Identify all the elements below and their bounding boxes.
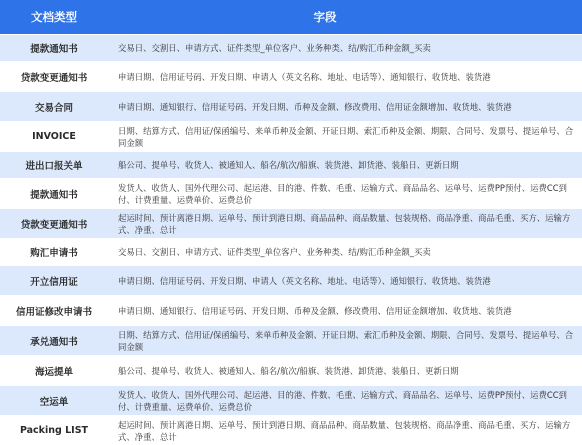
fields-cell: 起运时间、预计离港日期、运单号、预计到港日期、商品品种、商品数量、包装规格、商品净重、商品毛重、买方、运输方式、净重、总计 [118, 419, 571, 442]
document-type-cell: Packing LIST [19, 425, 89, 436]
table-row [0, 208, 582, 238]
document-type-cell: INVOICE [32, 131, 76, 142]
table-row [0, 385, 582, 415]
document-type-cell: 进出口报关单 [25, 161, 83, 172]
fields-cell: 发货人、收货人、国外代理公司、起运港、目的港、件数、毛重、运输方式、商品品名、运单号、运费PP预付、运费CC到付、计费重量、运费单价、运费总价 [118, 182, 567, 205]
table-row [0, 355, 582, 385]
table-row [0, 295, 582, 325]
document-type-cell: 海运提单 [34, 366, 73, 378]
fields-cell: 申请日期、通知银行、信用证号码、开发日期、币种及金额、修改费用、信用证金额增加、收货地、装货港 [118, 101, 512, 112]
fields-cell: 申请日期、信用证号码、开发日期、申请人（英文名称、地址、电话等）、通知银行、收货地、装货港 [118, 71, 491, 82]
fields-cell: 起运时间、预计离港日期、运单号、预计到港日期、商品品种、商品数量、包装规格、商品净重、商品毛重、买方、运输方式、净重、总计 [118, 212, 571, 235]
document-type-cell: 贷款变更通知书 [20, 219, 88, 231]
table-row [0, 34, 582, 61]
document-type-cell: 贷款变更通知书 [20, 72, 88, 84]
document-type-cell: 提款通知书 [30, 189, 78, 201]
table-row [0, 178, 582, 208]
document-type-cell: 信用证修改申请书 [15, 306, 92, 318]
fields-cell: 日期、结算方式、信用证/保函编号、来单币种及金额、开证日期、索汇币种及金额、期限、合同号、发票号、提运单号、合同金额 [118, 125, 574, 148]
fields-cell: 日期、结算方式、信用证/保函编号、来单币种及金额、开证日期、索汇币种及金额、期限、合同号、发票号、提运单号、合同金额 [118, 329, 574, 352]
fields-cell: 交易日、交割日、申请方式、证件类型_单位客户、业务种类、结/购汇币种金额_买卖 [118, 43, 431, 53]
table-row [0, 151, 582, 178]
fields-cell: 申请日期、通知银行、信用证号码、开发日期、币种及金额、修改费用、信用证金额增加、收货地、装货港 [118, 305, 512, 316]
document-type-cell: 开立信用证 [30, 276, 78, 288]
table-row [0, 265, 582, 295]
fields-cell: 船公司、提单号、收货人、被通知人、船名/航次/船旗、装货港、卸货港、装船日、更新日期 [118, 365, 459, 376]
document-type-cell: 交易合同 [34, 102, 73, 114]
fields-cell: 发货人、收货人、国外代理公司、起运港、目的港、件数、毛重、运输方式、商品品名、运单号、运费PP预付、运费CC到付、计费重量、运费单价、运费总价 [118, 389, 567, 412]
table-row [0, 238, 582, 265]
document-type-cell: 空运单 [39, 396, 69, 408]
table-row [0, 325, 582, 355]
document-type-cell: 购汇申请书 [30, 248, 78, 259]
table-row [0, 61, 582, 91]
fields-cell: 船公司、提单号、收货人、被通知人、船名/航次/船旗、装货港、卸货港、装船日、更新日期 [118, 160, 459, 170]
header-document-type: 文档类型 [31, 10, 77, 24]
header-fields: 字段 [313, 10, 337, 24]
document-type-cell: 提款通知书 [30, 44, 78, 55]
fields-cell: 申请日期、信用证号码、开发日期、申请人（英文名称、地址、电话等）、通知银行、收货地、装货港 [118, 275, 491, 286]
table-row [0, 121, 582, 151]
table-header [0, 0, 582, 34]
document-type-cell: 承兑通知书 [30, 336, 78, 348]
fields-cell: 交易日、交割日、申请方式、证件类型_单位客户、业务种类、结/购汇币种金额_买卖 [118, 247, 431, 257]
table-row [0, 91, 582, 121]
